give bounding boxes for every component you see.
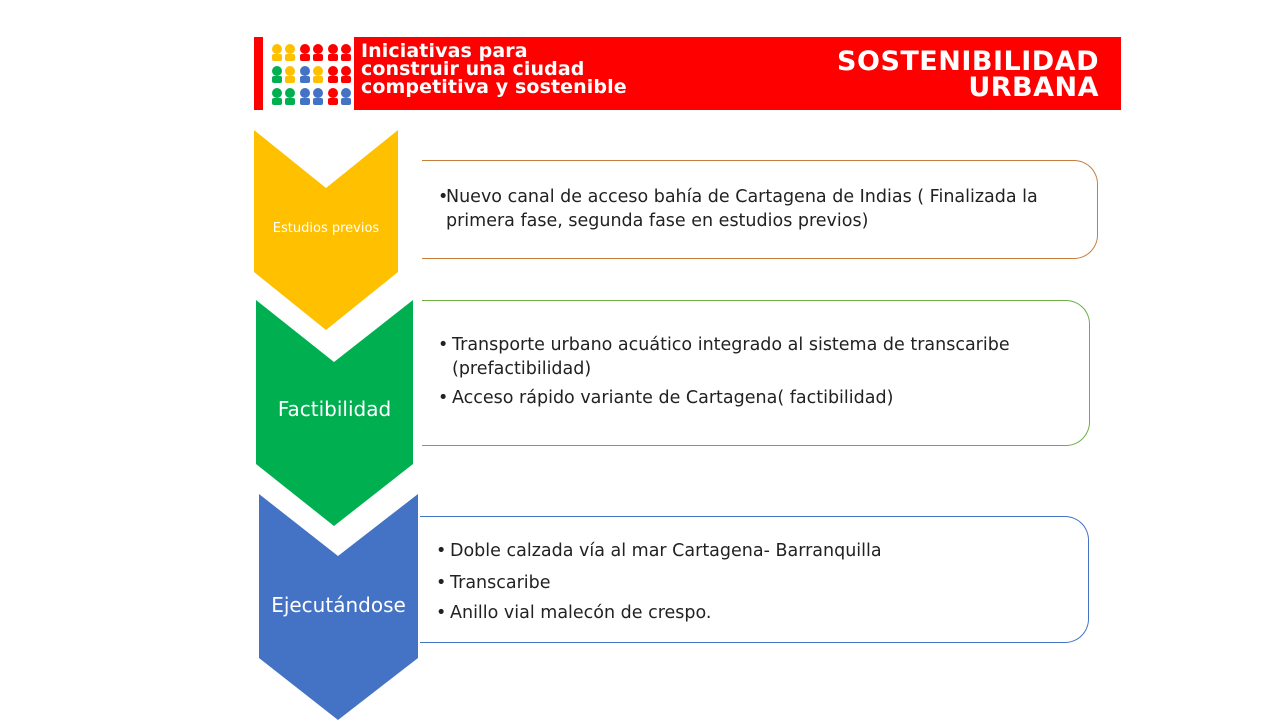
list-item: • Doble calzada vía al mar Cartagena- Barranquilla [436, 541, 882, 561]
list-item: • Transporte urbano acuático integrado al sistema de transcaribe (prefactibilidad) [438, 335, 1010, 379]
tagline-line-3: competitiva y sostenible [361, 76, 627, 98]
tagline-line-2: construir una ciudad [361, 58, 585, 80]
stage-box-factibilidad [422, 300, 1090, 446]
title-line-1: SOSTENIBILIDAD [837, 46, 1099, 77]
stage-label-factibilidad: Factibilidad [277, 397, 392, 421]
stage-label-estudios: Estudios previos [272, 221, 380, 236]
list-item: • Transcaribe [436, 573, 551, 593]
stage-label-ejecutandose: Ejecutándose [271, 593, 406, 617]
stage-box-estudios [422, 160, 1098, 259]
list-item: • Nuevo canal de acceso bahía de Cartagena de Indias ( Finalizada la primera fase, segunda fase en estudios previos) [438, 187, 1038, 231]
list-item: • Anillo vial malecón de crespo. [436, 603, 712, 623]
stage-box-ejecutandose [420, 516, 1089, 643]
title-line-2: URBANA [968, 72, 1099, 103]
list-item: • Acceso rápido variante de Cartagena( factibilidad) [438, 388, 894, 408]
tagline-line-1: Iniciativas para [361, 40, 528, 62]
